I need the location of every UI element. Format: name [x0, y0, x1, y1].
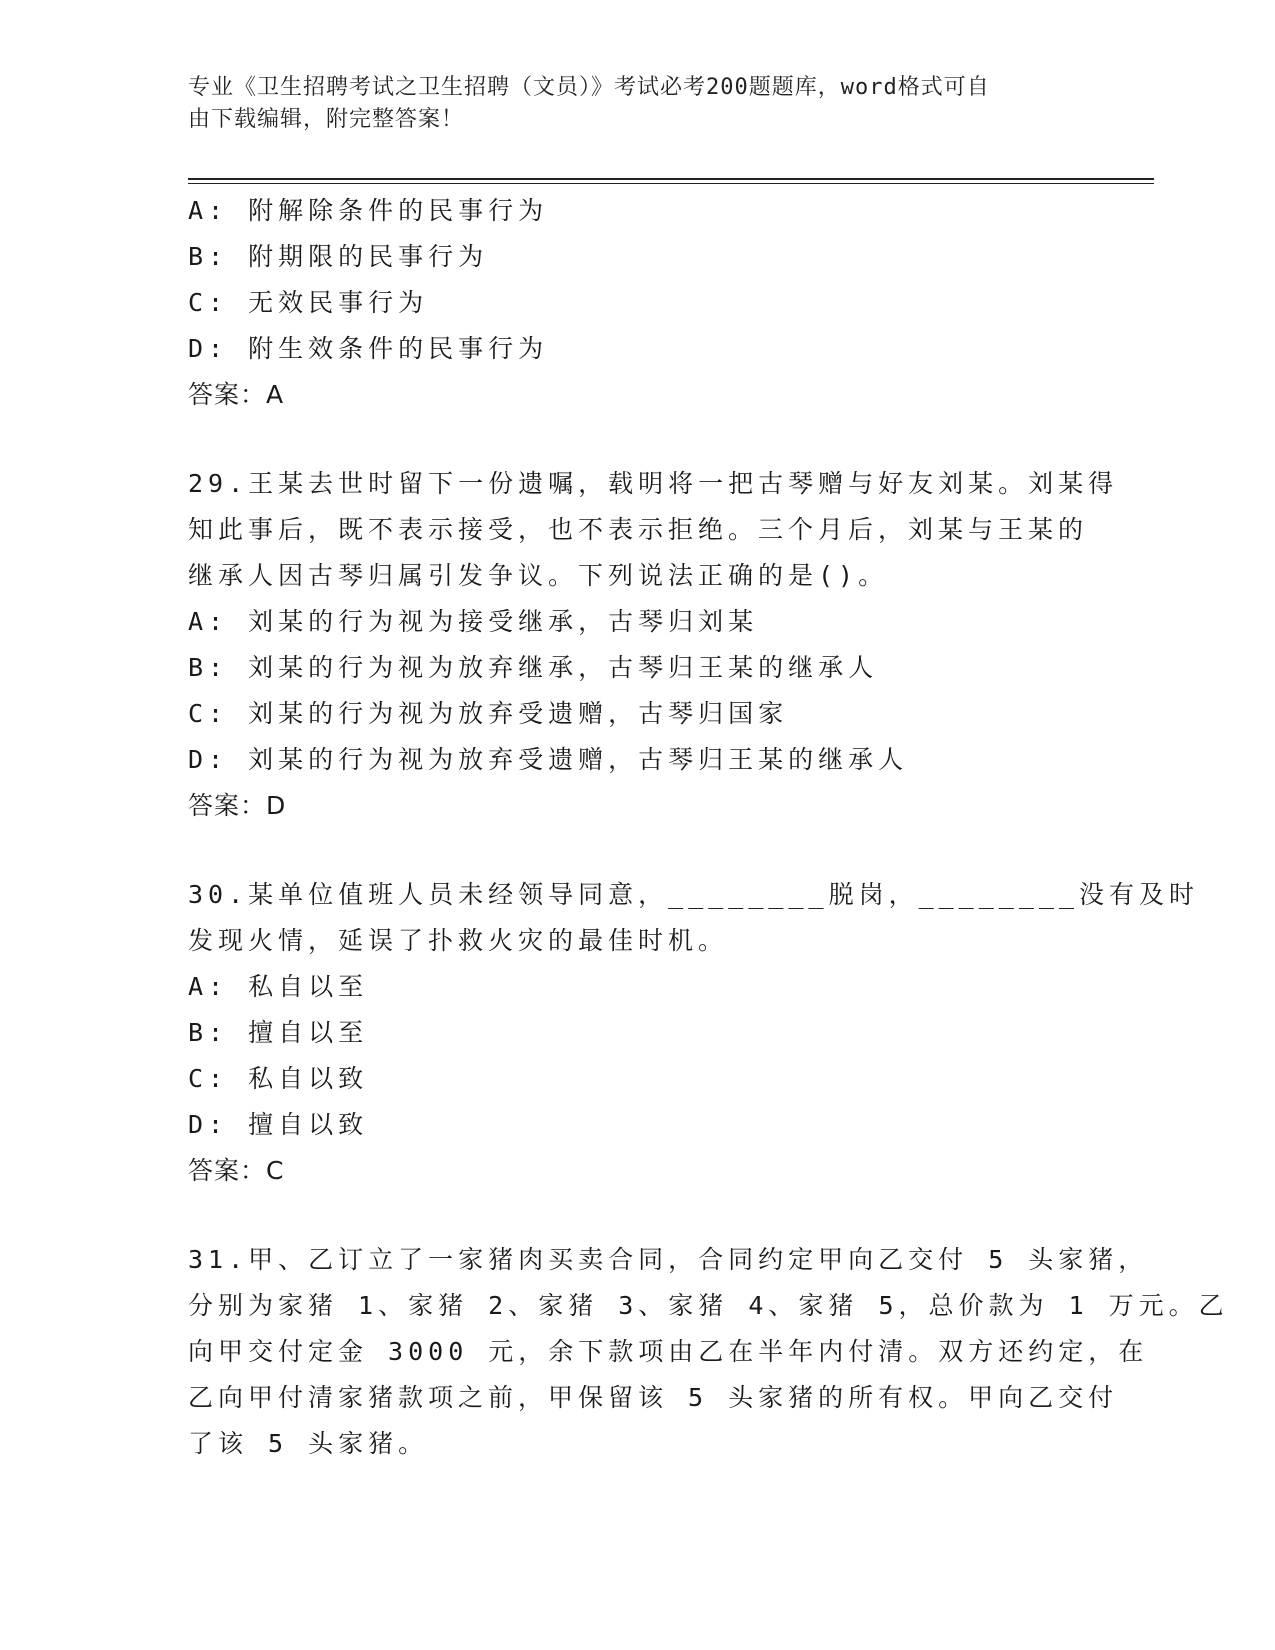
header-line-2: 由下载编辑，附完整答案！: [188, 107, 465, 132]
question-28: [188, 188, 1088, 418]
option-d: D: 刘某的行为视为放弃受遗赠，古琴归王某的继承人: [188, 745, 909, 774]
option-c: C: 无效民事行为: [188, 288, 429, 317]
question-stem-line: 29.王某去世时留下一份遗嘱，载明将一把古琴赠与好友刘某。刘某得: [188, 469, 1119, 498]
question-stem-line: 了该 5 头家猪。: [188, 1429, 429, 1458]
answer: 答案：D: [188, 791, 287, 820]
option-b: B: 附期限的民事行为: [188, 242, 489, 271]
question-30: [188, 872, 1199, 1194]
header-divider-thick: [188, 178, 1154, 180]
question-stem-line: 30.某单位值班人员未经领导同意，________脱岗，________没有及时: [188, 880, 1199, 909]
document-body: [188, 188, 1229, 1467]
question-stem-line: 乙向甲付清家猪款项之前，甲保留该 5 头家猪的所有权。甲向乙交付: [188, 1383, 1119, 1412]
answer: 答案：C: [188, 1156, 285, 1185]
spacer: [188, 829, 1088, 872]
option-d: D: 附生效条件的民事行为: [188, 334, 549, 363]
answer: 答案：A: [188, 380, 285, 409]
question-stem-line: 继承人因古琴归属引发争议。下列说法正确的是()。: [188, 561, 889, 590]
option-c: C: 私自以致: [188, 1064, 369, 1093]
header-line-1: 专业《卫生招聘考试之卫生招聘（文员）》考试必考200题题库，word格式可自: [188, 75, 990, 100]
option-b: B: 擅自以至: [188, 1018, 369, 1047]
question-31: [188, 1237, 1229, 1467]
question-stem-line: 分别为家猪 1、家猪 2、家猪 3、家猪 4、家猪 5，总价款为 1 万元。乙: [188, 1291, 1229, 1320]
question-stem-line: 知此事后，既不表示接受，也不表示拒绝。三个月后，刘某与王某的: [188, 515, 1089, 544]
question-stem-line: 向甲交付定金 3000 元，余下款项由乙在半年内付清。双方还约定，在: [188, 1337, 1149, 1366]
header-divider-thin: [188, 183, 1154, 184]
spacer: [188, 418, 1088, 461]
question-stem-line: 发现火情，延误了扑救火灾的最佳时机。: [188, 926, 729, 955]
question-stem-line: 31.甲、乙订立了一家猪肉买卖合同，合同约定甲向乙交付 5 头家猪，: [188, 1245, 1149, 1274]
document-header: [188, 72, 1068, 136]
option-b: B: 刘某的行为视为放弃继承，古琴归王某的继承人: [188, 653, 879, 682]
option-a: A: 附解除条件的民事行为: [188, 196, 549, 225]
question-29: [188, 461, 1119, 829]
option-d: D: 擅自以致: [188, 1110, 369, 1139]
option-a: A: 刘某的行为视为接受继承，古琴归刘某: [188, 607, 759, 636]
option-c: C: 刘某的行为视为放弃受遗赠，古琴归国家: [188, 699, 789, 728]
option-a: A: 私自以至: [188, 972, 369, 1001]
spacer: [188, 1194, 1088, 1237]
